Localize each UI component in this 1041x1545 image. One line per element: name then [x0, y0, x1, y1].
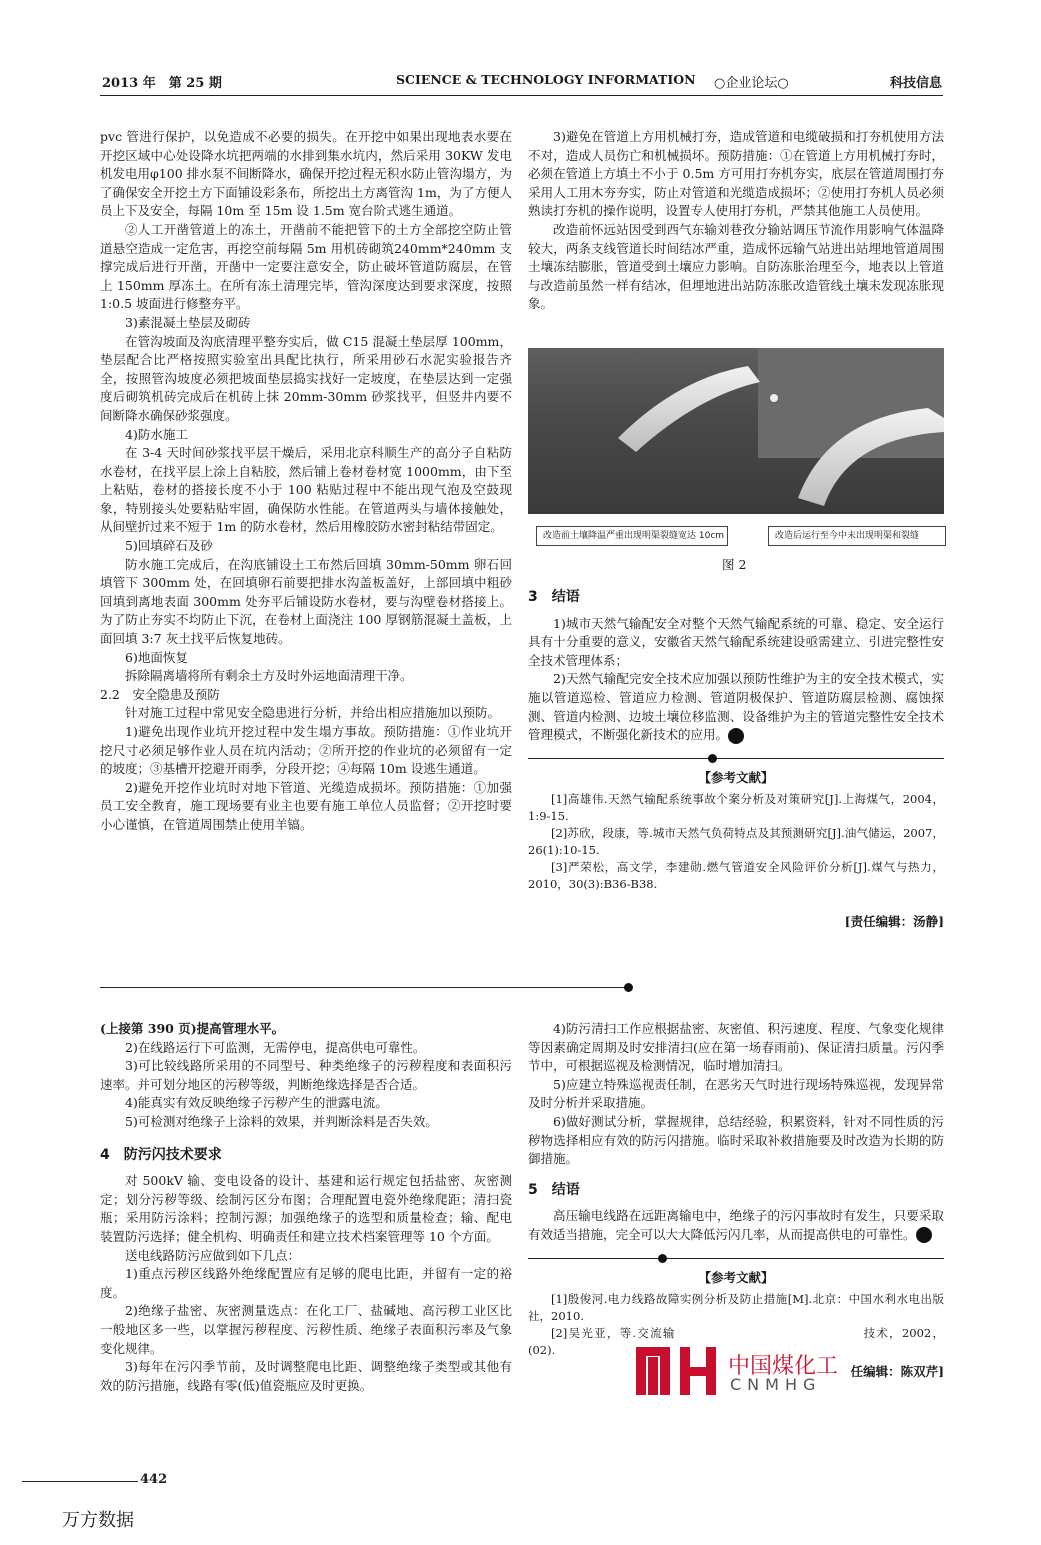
paragraph — [528, 670, 944, 744]
reference-text: [2]吴光亚，等.交流输 — [551, 1326, 676, 1341]
paragraph: 2)绝缘子盐密、灰密测量选点：在化工厂、盐碱地、高污秽工业区比一般地区多一些，以掌握污秽程度、污秽性质、绝缘子表面积污率及气象变化规律。 — [100, 1303, 512, 1356]
top-left-column — [100, 128, 512, 835]
reference-item: [3]严荣松，高文学，李建勋.燃气管道安全风险评价分析[J].煤气与热力，2010，30(3):B36-B38. — [528, 860, 944, 892]
subheading: 4)防水施工 — [125, 426, 188, 442]
subheading: 6)地面恢复 — [125, 649, 188, 665]
paragraph: 在 3-4 天时间砂浆找平层干燥后，采用北京科顺生产的高分子自粘防水卷材，在找平层上涂上自粘胶，然后铺上卷材卷材宽 1000mm，由下至上粘贴，卷材的搭接长度不小于 100 粘贴过程中不能出现气泡及空鼓现象，特别接头处要粘贴牢固，确保防水性能。在管道两头与墙体接触处，从间壁折过来不短于 1m 的防水卷材，然后用橡胶防水密封粘结带固定。 — [100, 445, 512, 535]
figure-2-illustration — [528, 348, 944, 514]
references-heading: 【参考文献】 — [698, 1269, 774, 1285]
bottom-left-column — [100, 1020, 512, 1395]
paragraph: ②人工开凿管道上的冻土，开凿前不能把管下的土方全部挖空防止管道悬空造成一定危害，再挖空前每隔 5m 用机砖砌筑240mm*240mm 支撑完成后进行开凿，开凿中一定要注意安全，防止破坏管道防腐层，在管上 150mm 厚冻土。在所有冻土清理完毕，管沟深度达到要求深度，按照 1:0.5 坡面进行修整夯平。 — [100, 221, 512, 312]
paragraph: pvc 管进行保护，以免造成不必要的损失。在开挖中如果出现地表水要在开挖区域中心处设降水坑把两端的水排到集水坑内，然后采用 30KW 发电机发电用φ100 排水泵不间断降水，确保开挖过程无积水防止管沟塌方，为了确保安全开挖土方下面铺设彩条布，所挖出土方离管沟 1m，为了方便人员上下及安全，每隔 10m 至 15m 设 1.5m 宽台阶式逃生通道。 — [100, 129, 512, 219]
watermark-en: CNMHG — [730, 1375, 822, 1394]
figure-label: 图 2 — [722, 557, 747, 572]
paragraph: 防水施工完成后，在沟底铺设土工布然后回填 30mm-50mm 卵石回填管下 300mm 处，在回填卵石前要把排水沟盖板盖好，上部回填中粗砂回填到离地表面 300mm 处夯平后铺设防水卷材，要与沟壁卷材搭接上。为了防止夯实不均防止下沉，在卷材上面浇注 100 厚钢筋混凝土盖板，上面回填 3:7 灰土找平后恢复地砖。 — [100, 556, 512, 647]
sci-end-mark: 科 — [728, 728, 744, 744]
top-right-column — [528, 128, 944, 314]
journal-issue: 2013 年 第 25 期 — [102, 76, 222, 91]
reference-item: [2]苏欣，段康，等.城市天然气负荷特点及其预测研究[J].油气储运，2007，26(1):10-15. — [528, 826, 944, 858]
paragraph: 在管沟坡面及沟底清理平整夯实后，做 C15 混凝土垫层厚 100mm，垫层配合比严格按照实验室出具配比执行，所采用砂石水泥实验报告齐全，按照管沟坡度必须把坡面垫层捣实找好一定坡度，在垫层达到一定强度后砌筑机砖完成后在机砖上抹 20mm-30mm 砂浆找平，但竖井内要不间断降水确保砂浆强度。 — [100, 333, 512, 423]
paragraph: 针对施工过程中常见安全隐患进行分析，并给出相应措施加以预防。 — [125, 705, 501, 721]
watermark-logo — [636, 1347, 936, 1395]
figure-2-photo — [528, 348, 944, 514]
separator — [528, 1253, 944, 1263]
subheading: 3)素混凝土垫层及砌砖 — [125, 314, 251, 330]
paragraph: 1)重点污秽区线路外绝缘配置应有足够的爬电比距，并留有一定的裕度。 — [100, 1266, 512, 1300]
paragraph: 5)可检测对绝缘子上涂料的效果，并判断涂料是否失效。 — [125, 1113, 438, 1129]
subheading: 5)回填碎石及砂 — [125, 538, 213, 554]
paragraph: 拆除隔离墙将所有剩余土方及时外运地面清理干净。 — [125, 668, 413, 684]
section-label: ○企业论坛○ — [714, 76, 789, 91]
article-separator — [100, 987, 628, 988]
watermark-cn: 中国煤化工 — [728, 1354, 839, 1379]
journal-name: SCIENCE & TECHNOLOGY INFORMATION — [396, 72, 696, 87]
separator — [528, 753, 944, 763]
paragraph: 1)城市天然气输配安全对整个天然气输配系统的可靠、稳定、安全运行具有十分重要的意义，安徽省天然气输配系统建设亟需建立、引进完整性安全技术管理体系； — [528, 615, 944, 668]
paragraph: 对 500kV 输、变电设备的设计、基建和运行规定包括盐密、灰密测定；划分污秽等级、绘制污区分布图；合理配置电瓷外绝缘爬距；清扫瓷瓶；采用防污涂料；控制污源；加强绝缘子的选型和质量检查；输、配电装置防污选择；健全机构、明确责任和建立技术档案管理等 10 个方面。 — [100, 1173, 512, 1244]
responsible-editor: 任编辑：陈双芹] — [850, 1364, 944, 1380]
paragraph: 2)避免开挖作业坑时对地下管道、光缆造成损坏。预防措施：①加强员工安全教育，施工现场要有业主也要有施工单位人员监督；②开挖时要小心谨慎，在管道周围禁止使用羊镐。 — [100, 779, 512, 832]
paragraph: 送电线路防污应做到如下几点： — [125, 1247, 301, 1263]
reference-item: [1]殷俊河.电力线路故障实例分析及防止措施[M].北京：中国水利水电出版社，2010. — [528, 1292, 944, 1324]
paragraph: 1)避免出现作业坑开挖过程中发生塌方事故。预防措施：①作业坑开挖尺寸必须足够作业人员在坑内活动；②所开挖的作业坑的必须留有一定的坡度；③基槽开挖避开雨季，分段开挖；④每隔 10m 设逃生通道。 — [100, 724, 512, 777]
bottom-right-column — [528, 1020, 951, 1382]
paragraph: 6)做好测试分析，掌握规律，总结经验，积累资料，针对不同性质的污秽物选择相应有效的防污闪措施。临时采取补救措施要及时改造为长期的防御措施。 — [528, 1113, 944, 1167]
paragraph — [528, 1207, 951, 1244]
section-heading: 5 结语 — [528, 1181, 580, 1198]
separator-dot — [624, 983, 633, 992]
paragraph: 4)防污清扫工作应根据盐密、灰密值、积污速度、程度、气象变化规律等因素确定周期及时安排清扫(应在第一场春雨前)、保证清扫质量。污闪季节中，可根据巡视及检测情况，临时增加清扫。 — [528, 1021, 944, 1074]
sci-end-mark: 科 — [916, 1227, 932, 1243]
figure-caption-after: 改造后运行至今中未出现明渠和裂缝 — [768, 526, 946, 546]
paragraph: 3)避免在管道上方用机械打夯，造成管道和电缆破损和打夯机使用方法不对，造成人员伤亡和机械损坏。预防措施：①在管道上方用机械打夯时，必须在管道上方填土不小于 0.5m 方可用打夯机夯实，底层在管道周围打夯采用人工用木夯夯实，防止对管道和光缆造成损坏；②使用打夯机人员必须熟读打夯机的操作说明，设置专人使用打夯机，严禁其他施工人员使用。 — [528, 129, 944, 219]
section-heading: 2.2 安全隐患及预防 — [100, 686, 220, 702]
page-number: 442 — [140, 1472, 168, 1487]
paragraph: 4)能真实有效反映绝缘子污秽产生的泄露电流。 — [125, 1095, 388, 1111]
reference-item: [1]高雄伟.天然气输配系统事故个案分析及对策研究[J].上海煤气，2004，1:9-15. — [528, 792, 944, 824]
responsible-editor: [责任编辑：汤静] — [844, 914, 944, 930]
paragraph: 2)在线路运行下可监测，无需停电，提高供电可靠性。 — [125, 1039, 426, 1055]
continued-from: (上接第 390 页)提高管理水平。 — [100, 1021, 285, 1036]
paragraph-text: 2)天然气输配完安全技术应加强以预防性维护为主的安全技术模式，实施以管道巡检、管道应力检测、管道阴极保护、管道防腐层检测、腐蚀探测、管道内检测、边坡土壤位移监测、设备维护为主的管道完整性安全技术管理模式，不断强化新技术的应用。 — [528, 671, 944, 743]
top-right-conclusion — [528, 582, 944, 932]
paragraph: 5)应建立特殊巡视责任制，在恶劣天气时进行现场特殊巡视，发现异常及时分析并采取措施。 — [528, 1076, 944, 1111]
source-label: 万方数据 — [62, 1510, 134, 1531]
section-heading: 4 防污闪技术要求 — [100, 1146, 222, 1163]
paragraph: 改造前怀远站因受到西气东输刘巷孜分输站调压节流作用影响气体温降较大，两条支线管道长时间结冰严重，造成怀远输气站进出站埋地管道周围土壤冻结膨胀，管道受到土壤应力影响。自防冻胀治理至今，地表以上管道与改造前虽然一样有结冰，但埋地进出站防冻胀改造管线土壤未发现冻胀现象。 — [528, 221, 944, 312]
footer-rule — [22, 1481, 138, 1482]
references-heading: 【参考文献】 — [698, 769, 774, 785]
journal-brand: 科技信息 — [890, 76, 943, 91]
cnmhg-logo-icon — [636, 1347, 718, 1395]
paragraph: 3)每年在污闪季节前，及时调整爬电比距、调整绝缘子类型或其他有效的防污措施，线路有零(低)值瓷瓶应及时更换。 — [100, 1359, 512, 1393]
paragraph: 3)可比较线路所采用的不同型号、种类绝缘子的污秽程度和表面积污速率。并可划分地区的污秽等级，判断绝缘选择是否合适。 — [100, 1058, 512, 1092]
reference-tail: 技术，2002，(02). — [528, 1326, 944, 1358]
paragraph-text: 高压输电线路在远距离输电中，绝缘子的污闪事故时有发生，只要采取有效适当措施，完全可以大大降低污闪几率，从而提高供电的可靠性。 — [528, 1208, 944, 1242]
header-rule — [100, 95, 943, 96]
figure-caption-before: 改造前土壤降温严重出现明渠裂缝宽达 10cm — [536, 526, 728, 546]
section-heading: 3 结语 — [528, 589, 580, 605]
